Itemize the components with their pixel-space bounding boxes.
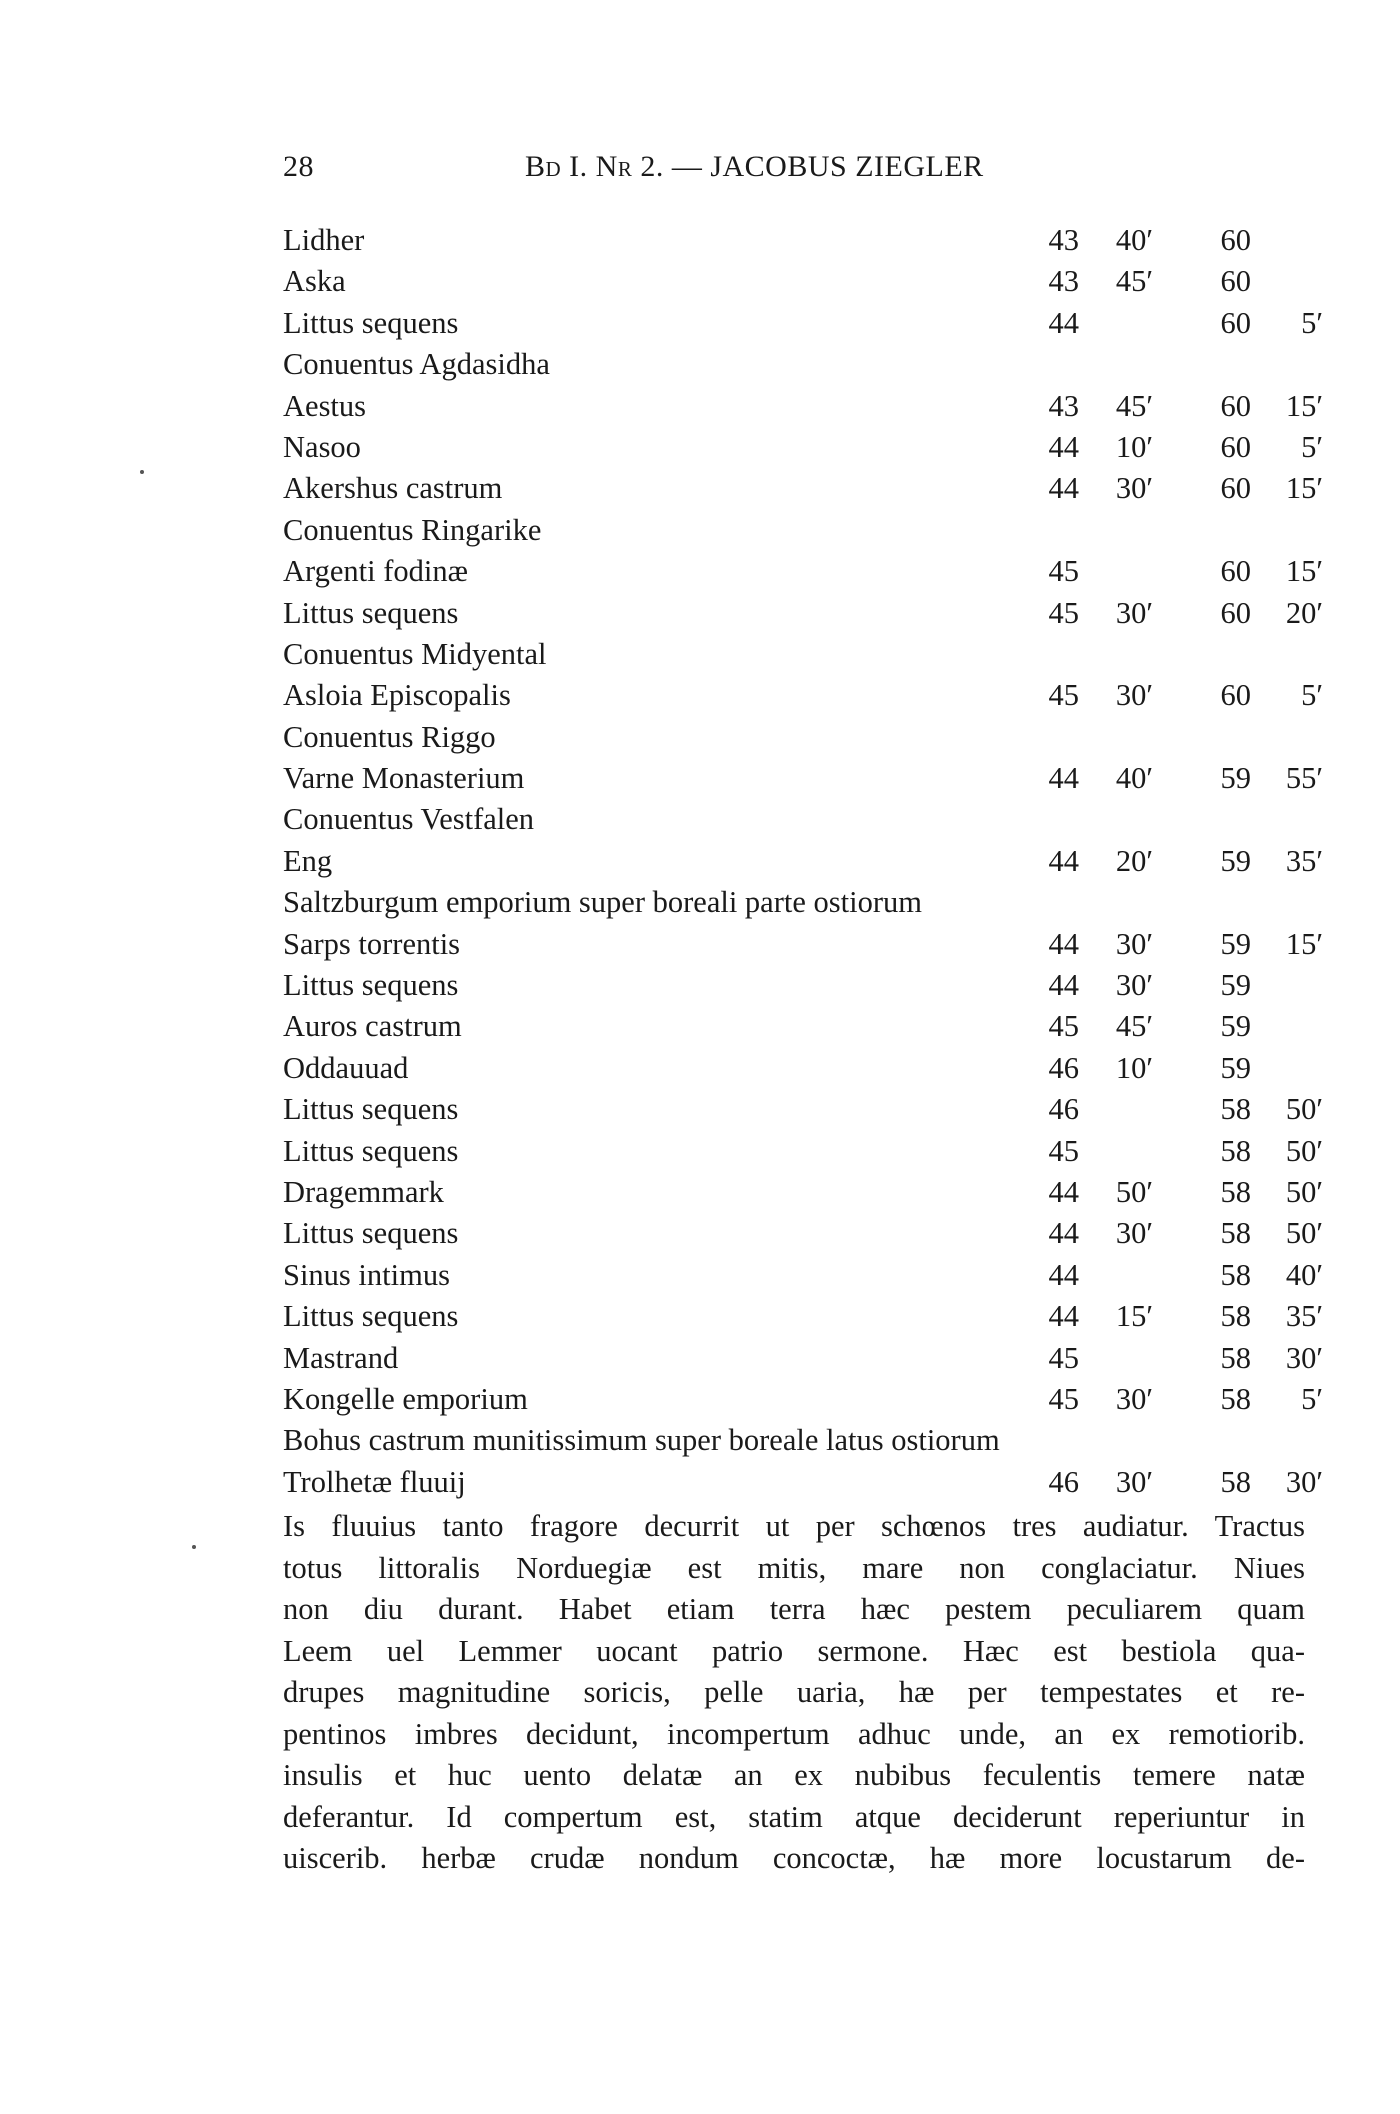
longitude-minutes: 30′	[1115, 1381, 1153, 1416]
table-row	[283, 1172, 1323, 1213]
longitude-degrees: 45	[1048, 1381, 1079, 1416]
longitude-degrees: 45	[1048, 595, 1079, 630]
place-name: Conuentus Riggo	[283, 719, 496, 754]
latitude-degrees: 59	[1220, 1050, 1251, 1085]
table-row	[283, 344, 1323, 385]
running-head: Bd I. Nr 2. — JACOBUS ZIEGLER	[525, 150, 984, 183]
text-line: deferantur. Id compertum est, statim atque deciderunt reperiuntur in	[283, 1799, 1305, 1834]
longitude-minutes: 45′	[1115, 264, 1153, 299]
longitude-minutes: 30′	[1115, 968, 1153, 1003]
longitude-degrees: 44	[1048, 968, 1079, 1003]
longitude-degrees: 45	[1048, 1133, 1079, 1168]
body-paragraph	[283, 1506, 1305, 1880]
longitude-degrees: 43	[1048, 388, 1079, 423]
longitude-degrees: 44	[1048, 305, 1079, 340]
latitude-degrees: 60	[1220, 471, 1251, 506]
place-name: Akershus castrum	[283, 471, 503, 506]
latitude-degrees: 59	[1220, 1009, 1251, 1044]
place-name: Varne Monasterium	[283, 761, 525, 796]
place-name: Sarps torrentis	[283, 926, 461, 961]
place-name: Sinus intimus	[283, 1257, 450, 1292]
table-row	[283, 1006, 1323, 1047]
latitude-minutes: 5′	[1301, 678, 1323, 713]
latitude-degrees: 58	[1220, 1464, 1251, 1499]
latitude-minutes: 20′	[1285, 595, 1323, 630]
table-row	[283, 220, 1323, 261]
table-row	[283, 841, 1323, 882]
latitude-degrees: 60	[1220, 429, 1251, 464]
longitude-degrees: 46	[1048, 1464, 1079, 1499]
table-row	[283, 1213, 1323, 1254]
table-row	[283, 799, 1323, 840]
place-name: Argenti fodinæ	[283, 554, 468, 589]
latitude-degrees: 58	[1220, 1381, 1251, 1416]
place-name: Conuentus Vestfalen	[283, 802, 535, 837]
table-row	[283, 1089, 1323, 1130]
place-name: Eng	[283, 843, 333, 878]
longitude-degrees: 44	[1048, 1299, 1079, 1334]
longitude-degrees: 45	[1048, 1340, 1079, 1375]
longitude-minutes: 30′	[1115, 926, 1153, 961]
place-name: Littus sequens	[283, 1092, 459, 1127]
place-name: Dragemmark	[283, 1174, 444, 1209]
place-name: Oddauuad	[283, 1050, 409, 1085]
longitude-degrees: 44	[1048, 1257, 1079, 1292]
table-row	[283, 1420, 1323, 1461]
place-name: Mastrand	[283, 1340, 399, 1375]
place-name: Littus sequens	[283, 1133, 459, 1168]
latitude-minutes: 50′	[1285, 1174, 1323, 1209]
latitude-degrees: 58	[1220, 1340, 1251, 1375]
scan-speck	[192, 1545, 196, 1549]
coordinate-table	[283, 220, 1323, 1503]
table-row	[283, 1379, 1323, 1420]
text-line: non diu durant. Habet etiam terra hæc pestem peculiarem quam	[283, 1592, 1305, 1626]
longitude-degrees: 46	[1048, 1050, 1079, 1085]
longitude-minutes: 20′	[1115, 843, 1153, 878]
latitude-degrees: 58	[1220, 1216, 1251, 1251]
latitude-minutes: 40′	[1285, 1257, 1323, 1292]
longitude-degrees: 44	[1048, 471, 1079, 506]
table-row	[283, 1131, 1323, 1172]
latitude-minutes: 5′	[1301, 429, 1323, 464]
table-row	[283, 303, 1323, 344]
text-line: uiscerib. herbæ crudæ nondum concoctæ, hæ more locustarum de-	[283, 1841, 1305, 1875]
table-row	[283, 717, 1323, 758]
longitude-degrees: 46	[1048, 1092, 1079, 1127]
latitude-minutes: 35′	[1285, 843, 1323, 878]
table-row	[283, 675, 1323, 716]
table-row	[283, 1296, 1323, 1337]
longitude-degrees: 44	[1048, 926, 1079, 961]
longitude-minutes: 30′	[1115, 1216, 1153, 1251]
place-name: Littus sequens	[283, 1299, 459, 1334]
place-name: Littus sequens	[283, 305, 459, 340]
place-name: Kongelle emporium	[283, 1381, 528, 1416]
place-name: Conuentus Midyental	[283, 636, 547, 671]
longitude-minutes: 45′	[1115, 388, 1153, 423]
longitude-degrees: 45	[1048, 678, 1079, 713]
table-row	[283, 1462, 1323, 1503]
text-line: Leem uel Lemmer uocant patrio sermone. Hæc est bestiola qua-	[283, 1633, 1305, 1668]
latitude-minutes: 15′	[1285, 926, 1323, 961]
latitude-minutes: 15′	[1285, 388, 1323, 423]
longitude-minutes: 30′	[1115, 678, 1153, 713]
page-number: 28	[283, 150, 314, 183]
table-row	[283, 510, 1323, 551]
place-name: Conuentus Ringarike	[283, 512, 542, 547]
latitude-degrees: 58	[1220, 1133, 1251, 1168]
latitude-degrees: 59	[1220, 926, 1251, 961]
place-name: Asloia Episcopalis	[283, 678, 511, 713]
longitude-minutes: 30′	[1115, 595, 1153, 630]
longitude-minutes: 50′	[1115, 1174, 1153, 1209]
text-line: totus littoralis Norduegiæ est mitis, mare non conglaciatur. Niues	[283, 1550, 1305, 1585]
latitude-degrees: 60	[1220, 595, 1251, 630]
latitude-minutes: 15′	[1285, 554, 1323, 589]
longitude-degrees: 45	[1048, 1009, 1079, 1044]
longitude-minutes: 30′	[1115, 1464, 1153, 1499]
table-row	[283, 1048, 1323, 1089]
scan-speck	[140, 470, 144, 474]
place-name: Littus sequens	[283, 595, 459, 630]
latitude-minutes: 5′	[1301, 305, 1323, 340]
latitude-minutes: 50′	[1285, 1092, 1323, 1127]
table-row	[283, 965, 1323, 1006]
longitude-degrees: 44	[1048, 429, 1079, 464]
place-name: Bohus castrum munitissimum super boreale latus ostiorum	[283, 1423, 1000, 1458]
latitude-degrees: 58	[1220, 1257, 1251, 1292]
table-row	[283, 1338, 1323, 1379]
longitude-degrees: 44	[1048, 1174, 1079, 1209]
latitude-degrees: 59	[1220, 761, 1251, 796]
longitude-minutes: 30′	[1115, 471, 1153, 506]
longitude-degrees: 44	[1048, 1216, 1079, 1251]
latitude-degrees: 59	[1220, 968, 1251, 1003]
longitude-degrees: 44	[1048, 761, 1079, 796]
table-row	[283, 261, 1323, 302]
latitude-degrees: 60	[1220, 554, 1251, 589]
latitude-degrees: 60	[1220, 678, 1251, 713]
place-name: Aska	[283, 264, 346, 299]
text-line: pentinos imbres decidunt, incompertum adhuc unde, an ex remotiorib.	[283, 1716, 1305, 1751]
longitude-minutes: 15′	[1115, 1299, 1153, 1334]
latitude-minutes: 5′	[1301, 1381, 1323, 1416]
table-row	[283, 924, 1323, 965]
latitude-minutes: 50′	[1285, 1133, 1323, 1168]
longitude-minutes: 10′	[1115, 429, 1153, 464]
latitude-degrees: 60	[1220, 264, 1251, 299]
table-row	[283, 551, 1323, 592]
table-row	[283, 1255, 1323, 1296]
table-row	[283, 468, 1323, 509]
latitude-minutes: 35′	[1285, 1299, 1323, 1334]
longitude-minutes: 45′	[1115, 1009, 1153, 1044]
table-row	[283, 427, 1323, 468]
latitude-degrees: 58	[1220, 1174, 1251, 1209]
latitude-degrees: 60	[1220, 305, 1251, 340]
latitude-minutes: 15′	[1285, 471, 1323, 506]
latitude-degrees: 60	[1220, 223, 1251, 257]
place-name: Lidher	[283, 223, 365, 257]
longitude-minutes: 40′	[1115, 223, 1153, 257]
latitude-minutes: 55′	[1285, 761, 1323, 796]
latitude-degrees: 58	[1220, 1092, 1251, 1127]
place-name: Auros castrum	[283, 1009, 462, 1044]
place-name: Saltzburgum emporium super boreali parte ostiorum	[283, 885, 922, 920]
text-line: Is fluuius tanto fragore decurrit ut per schœnos tres audiatur. Tractus	[283, 1509, 1305, 1543]
latitude-degrees: 60	[1220, 388, 1251, 423]
table-row	[283, 386, 1323, 427]
longitude-degrees: 43	[1048, 264, 1079, 299]
place-name: Littus sequens	[283, 968, 459, 1003]
place-name: Trolhetæ fluuij	[283, 1464, 466, 1499]
longitude-degrees: 44	[1048, 843, 1079, 878]
table-row	[283, 634, 1323, 675]
latitude-minutes: 30′	[1285, 1340, 1323, 1375]
table-row	[283, 758, 1323, 799]
place-name: Aestus	[283, 388, 367, 423]
longitude-minutes: 40′	[1115, 761, 1153, 796]
table-row	[283, 882, 1323, 923]
latitude-minutes: 50′	[1285, 1216, 1323, 1251]
place-name: Conuentus Agdasidha	[283, 347, 550, 382]
longitude-degrees: 45	[1048, 554, 1079, 589]
text-line: drupes magnitudine soricis, pelle uaria, hæ per tempestates et re-	[283, 1675, 1305, 1709]
latitude-minutes: 30′	[1285, 1464, 1323, 1499]
place-name: Littus sequens	[283, 1216, 459, 1251]
longitude-minutes: 10′	[1115, 1050, 1153, 1085]
text-line: insulis et huc uento delatæ an ex nubibus feculentis temere natæ	[283, 1758, 1305, 1792]
place-name: Nasoo	[283, 429, 361, 464]
latitude-degrees: 59	[1220, 843, 1251, 878]
page-header	[283, 150, 984, 184]
table-row	[283, 593, 1323, 634]
latitude-degrees: 58	[1220, 1299, 1251, 1334]
longitude-degrees: 43	[1048, 223, 1079, 257]
